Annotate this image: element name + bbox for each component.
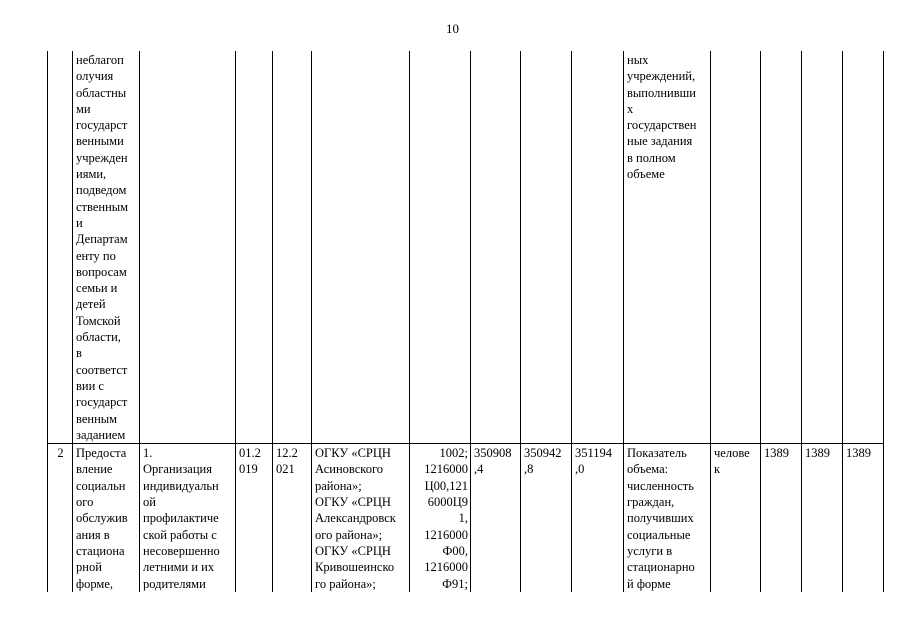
funding-year3-cell: 351194 ,0 [572,444,624,592]
indicator-cell: ных учреждений, выполнивши х государствен ные задания в полном объеме [624,51,711,444]
budget-code-cell: 1002; 1216000 Ц00,121 6000Ц9 1, 1216000 Ф00, 1216000 Ф91; [410,444,471,592]
unit-cell [711,51,761,444]
funding-year3-cell [572,51,624,444]
end-date-cell: 12.2 021 [273,444,312,592]
funding-year2-cell [521,51,572,444]
task-name-cell: Предоста вление социальн ого обслужив ания в стациона рной форме, [73,444,140,592]
value-year3-cell: 1389 [843,444,884,592]
funding-year1-cell [471,51,521,444]
value-year2-cell: 1389 [802,444,843,592]
budget-code-cell [410,51,471,444]
task-name-cell: неблагоп олучия областны ми государст венными учрежден иями, подведом ственным и Департам енту по вопросам семьи и детей Томской области, в соответст вии с государст венным заданием [73,51,140,444]
value-year2-cell [802,51,843,444]
value-year3-cell [843,51,884,444]
table-row [48,444,884,592]
executor-cell: ОГКУ «СРЦН Асиновского района»; ОГКУ «СРЦН Александровск ого района»; ОГКУ «СРЦН Кривошеинско го района»; [312,444,410,592]
row-number-cell [48,51,73,444]
funding-year1-cell: 350908 ,4 [471,444,521,592]
row-number-cell: 2 [48,444,73,592]
indicator-cell: Показатель объема: численность граждан, получивших социальные услуги в стационарно й форме [624,444,711,592]
value-year1-cell [761,51,802,444]
table-row [48,51,884,444]
start-date-cell: 01.2 019 [236,444,273,592]
value-year1-cell: 1389 [761,444,802,592]
executor-cell [312,51,410,444]
program-table [47,51,884,592]
page-number: 10 [446,21,459,36]
end-date-cell [273,51,312,444]
activity-cell [140,51,236,444]
activity-cell: 1. Организация индивидуальн ой профилактиче ской работы с несовершенно летними и их родителями [140,444,236,592]
unit-cell: челове к [711,444,761,592]
funding-year2-cell: 350942 ,8 [521,444,572,592]
start-date-cell [236,51,273,444]
